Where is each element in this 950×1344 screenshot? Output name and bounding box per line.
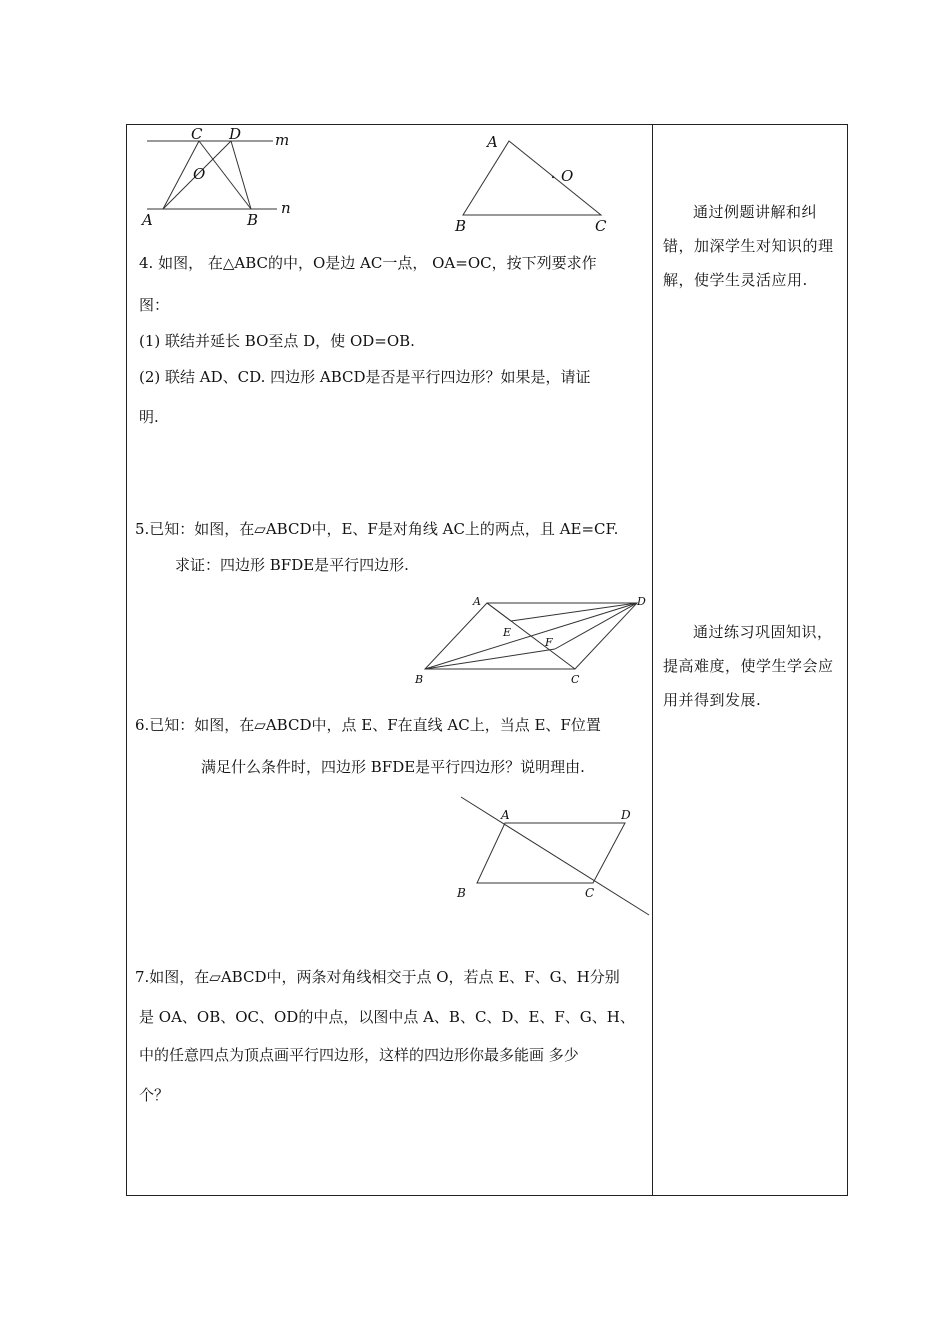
- figure-parallel-lines: [141, 125, 301, 229]
- label-C: C: [595, 217, 607, 235]
- q7-line3: 中的任意四点为顶点画平行四边形，这样的四边形你最多能画 多少: [139, 1046, 579, 1064]
- label-B: B: [457, 886, 466, 900]
- label-n: n: [281, 199, 291, 217]
- q6-line1: 6.已知：如图，在▱ABCD中，点 E、F在直线 AC上，当点 E、F位置: [135, 716, 601, 734]
- label-A: A: [473, 595, 481, 608]
- label-B: B: [415, 673, 424, 686]
- side-note-1: 通过例题讲解和纠错，加深学生对知识的理解，使学生灵活应用.: [663, 203, 834, 289]
- label-B: B: [455, 217, 467, 235]
- q4-item2: (2) 联结 AD、CD. 四边形 ABCD是否是平行四边形？如果是，请证: [139, 368, 591, 386]
- label-C: C: [585, 886, 595, 900]
- label-C: C: [571, 673, 580, 686]
- label-D: D: [229, 125, 242, 143]
- q4-line1: 4. 如图， 在△ABC的中，O是边 AC一点， OA=OC，按下列要求作: [139, 254, 597, 272]
- q5-line2: 求证：四边形 BFDE是平行四边形.: [175, 556, 409, 574]
- lesson-table: [126, 124, 848, 1196]
- q5-line1: 5.已知：如图，在▱ABCD中，E、F是对角线 AC上的两点，且 AE=CF.: [135, 520, 619, 538]
- label-F: F: [545, 636, 553, 649]
- label-C: C: [191, 125, 203, 143]
- label-B: B: [247, 211, 259, 229]
- q4-line2: 图：: [139, 296, 170, 314]
- q6-line2: 满足什么条件时，四边形 BFDE是平行四边形？说明理由.: [201, 758, 585, 776]
- label-O: O: [561, 167, 574, 185]
- figure-parallelogram-q5: [415, 593, 655, 687]
- q7-line2: 是 OA、OB、OC、OD的中点，以图中点 A、B、C、D、E、F、G、H、: [139, 1008, 635, 1026]
- label-m: m: [275, 131, 290, 149]
- label-E: E: [503, 626, 512, 639]
- q7-line4: 个？: [139, 1086, 170, 1104]
- label-D: D: [637, 595, 646, 608]
- side-note-2: 通过练习巩固知识，提高难度，使学生学会应用并得到发展.: [663, 623, 834, 709]
- figure-parallelogram-q6: [457, 795, 657, 919]
- label-A: A: [487, 133, 498, 151]
- label-O: O: [193, 165, 206, 183]
- figure-triangle-abc: [453, 129, 623, 233]
- q7-line1: 7.如图，在▱ABCD中，两条对角线相交于点 O，若点 E、F、G、H分别: [135, 968, 620, 986]
- q4-item2b: 明.: [139, 408, 159, 426]
- label-D: D: [621, 808, 631, 822]
- q4-item1: (1) 联结并延长 BO至点 D，使 OD=OB.: [139, 332, 415, 350]
- label-A: A: [501, 808, 510, 822]
- label-A: A: [142, 211, 153, 229]
